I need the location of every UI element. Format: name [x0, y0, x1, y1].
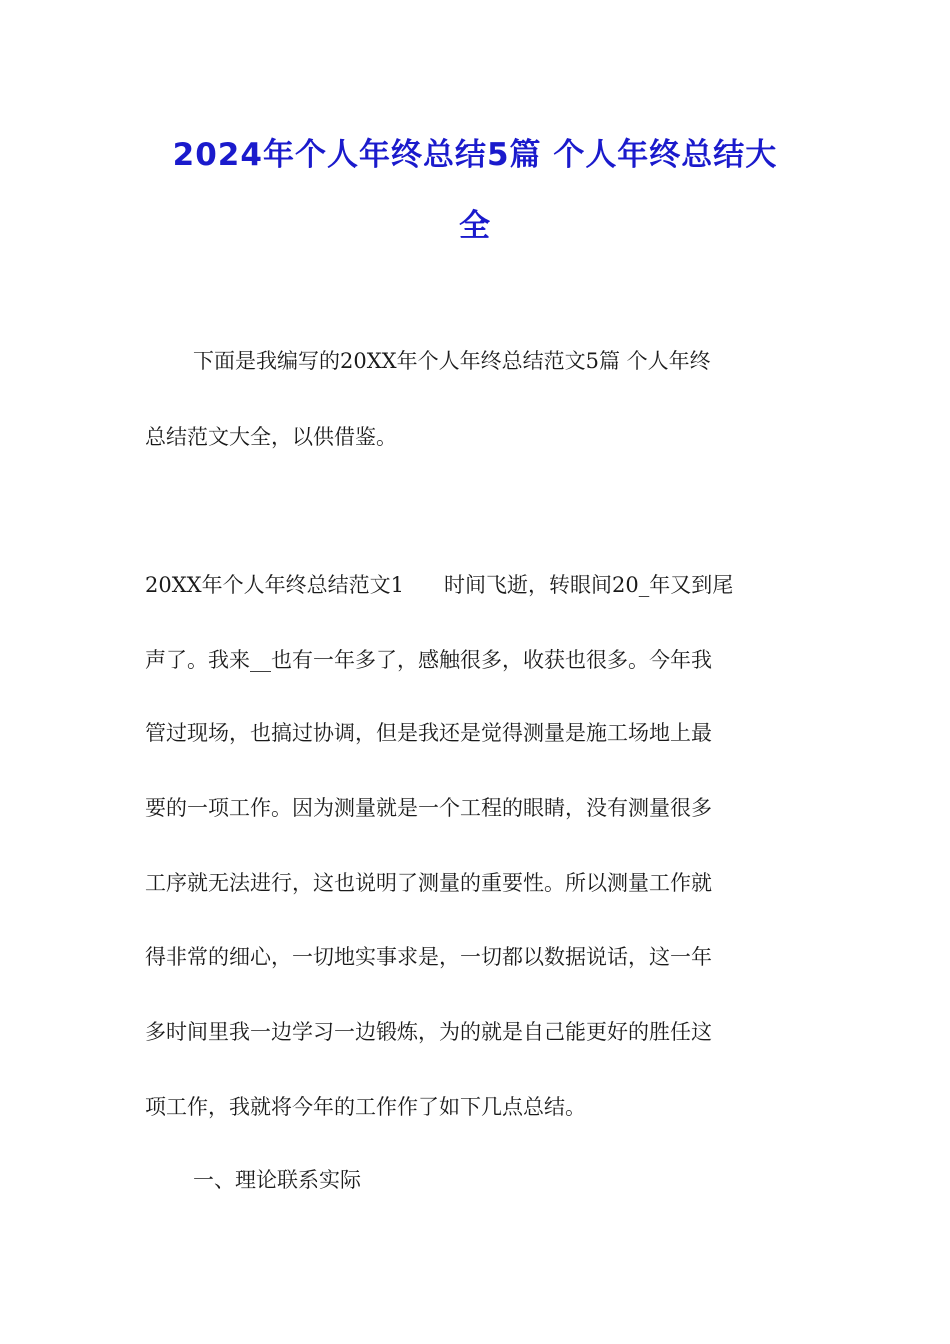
body-line-3: 管过现场，也搞过协调，但是我还是觉得测量是施工场地上最 [145, 721, 712, 745]
document-title-line-1: 2024年个人年终总结5篇 个人年终总结大 [172, 137, 778, 173]
intro-line-2: 总结范文大全，以供借鉴。 [145, 425, 397, 449]
intro-line-1: 下面是我编写的20XX年个人年终总结范文5篇 个人年终 [193, 349, 711, 373]
body-line-1: 20XX年个人年终总结范文1 时间飞逝，转眼间20_年又到尾 [145, 573, 734, 597]
section-heading: 一、理论联系实际 [193, 1168, 361, 1192]
body-line-5: 工序就无法进行，这也说明了测量的重要性。所以测量工作就 [145, 871, 712, 895]
body-line-8: 项工作，我就将今年的工作作了如下几点总结。 [145, 1095, 586, 1119]
document-title-line-2: 全 [459, 208, 491, 244]
body-line-2: 声了。我来__也有一年多了，感触很多，收获也很多。今年我 [145, 648, 712, 672]
body-line-4: 要的一项工作。因为测量就是一个工程的眼睛，没有测量很多 [145, 796, 712, 820]
body-line-6: 得非常的细心，一切地实事求是，一切都以数据说话，这一年 [145, 945, 712, 969]
body-line-7: 多时间里我一边学习一边锻炼，为的就是自己能更好的胜任这 [145, 1020, 712, 1044]
